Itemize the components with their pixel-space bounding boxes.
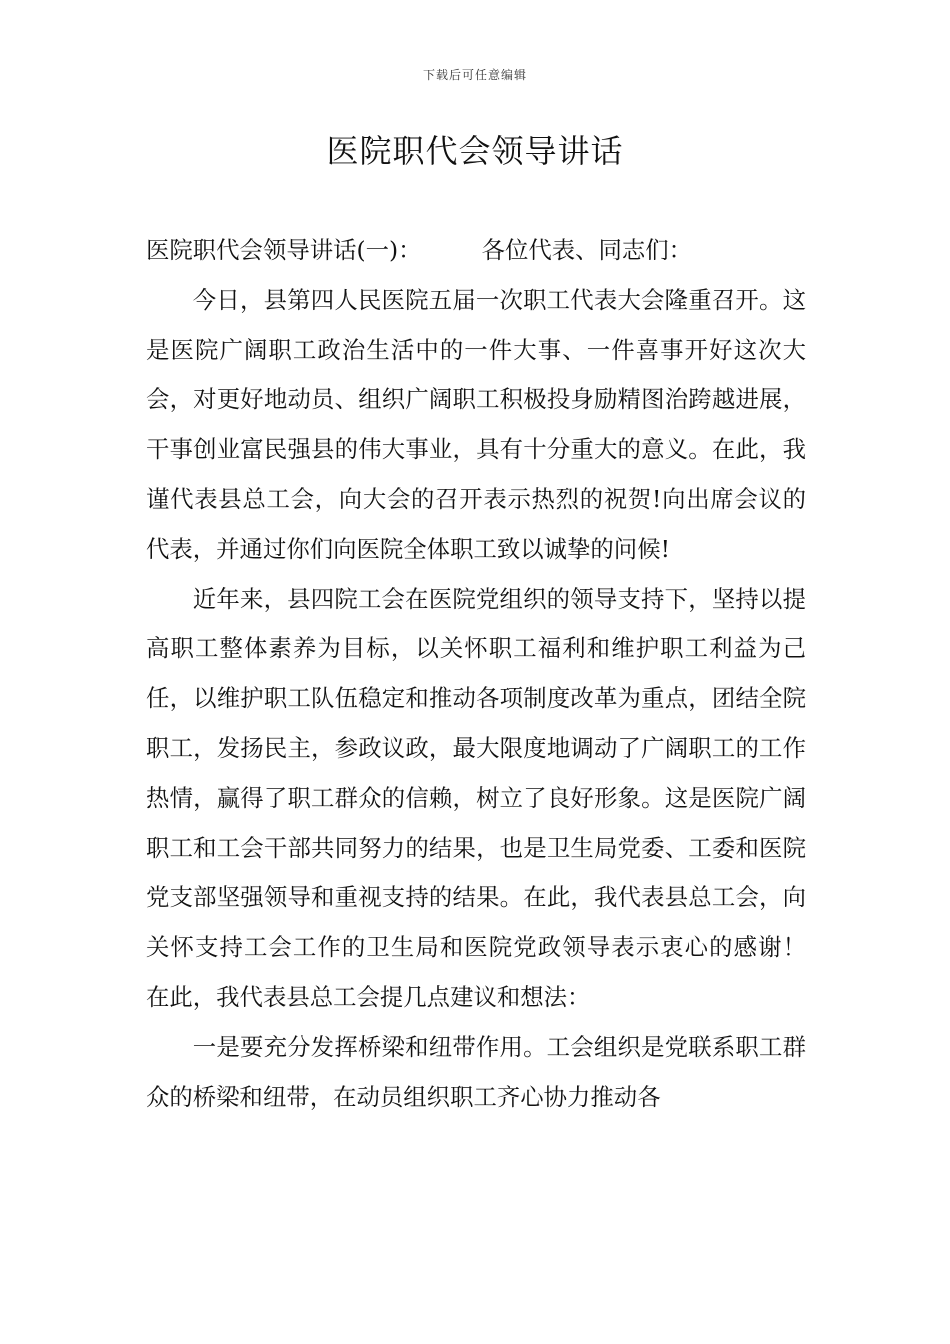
- intro-subtitle: 医院职代会领导讲话(一)：: [146, 236, 422, 264]
- document-body: [146, 226, 806, 1122]
- paragraph-3: 一是要充分发挥桥梁和纽带作用。工会组织是党联系职工群众的桥梁和纽带，在动员组织职工齐心协力推动各: [146, 1032, 806, 1111]
- document-title: 医院职代会领导讲话: [326, 132, 624, 170]
- paragraph-1: 今日，县第四人民医院五届一次职工代表大会隆重召开。这是医院广阔职工政治生活中的一件大事、一件喜事开好这次大会，对更好地动员、组织广阔职工积极投身励精图治跨越进展，干事创业富民强县的伟大事业，具有十分重大的意义。在此，我谨代表县总工会，向大会的召开表示热烈的祝贺!向出席会议的代表，并通过你们向医院全体职工致以诚挚的问候!: [146, 285, 806, 563]
- intro-line: [146, 226, 806, 276]
- paragraph-2: 近年来，县四院工会在医院党组织的领导支持下，坚持以提高职工整体素养为目标，以关怀职工福利和维护职工利益为己任，以维护职工队伍稳定和推动各项制度改革为重点，团结全院职工，发扬民主，参政议政，最大限度地调动了广阔职工的工作热情，赢得了职工群众的信赖，树立了良好形象。这是医院广阔职工和工会干部共同努力的结果，也是卫生局党委、工委和医院党支部坚强领导和重视支持的结果。在此，我代表县总工会，向关怀支持工会工作的卫生局和医院党政领导表示衷心的感谢！ 在此，我代表县总工会提几点建议和想法：: [146, 584, 806, 1011]
- salutation: 各位代表、同志们：: [481, 236, 693, 264]
- header-note: 下载后可任意编辑: [422, 68, 527, 82]
